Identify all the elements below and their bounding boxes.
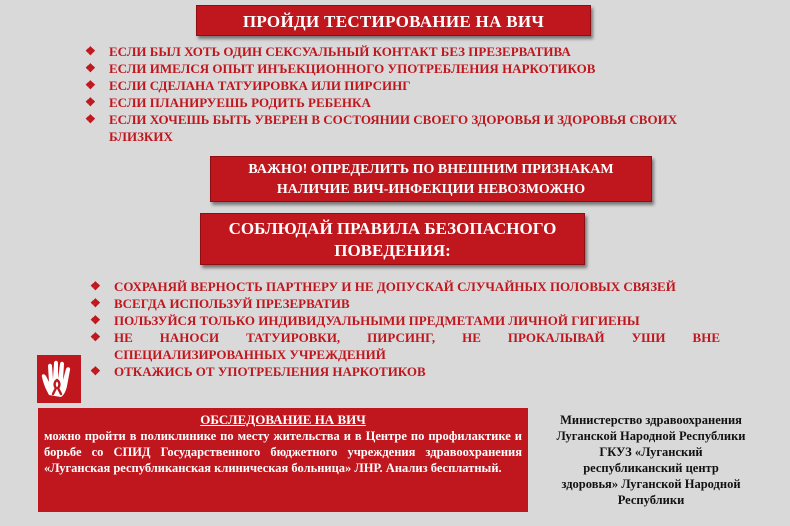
warning-banner: [210, 156, 652, 202]
warning-line-1: ВАЖНО! ОПРЕДЕЛИТЬ ПО ВНЕШНИМ ПРИЗНАКАМ: [248, 162, 614, 177]
diamond-bullet-icon: ❖: [90, 330, 101, 344]
rules-line-2: ПОВЕДЕНИЯ:: [334, 241, 451, 260]
exam-body: можно пройти в поликлинике по месту жительства и в Центре по профилактике и борьбе со СПИД Государственного бюджетного учреждения здравоохранения «Луганская республиканская клиническая больница» ЛНР. Анализ бесплатный.: [44, 429, 522, 475]
diamond-bullet-icon: ❖: [85, 44, 96, 58]
diamond-bullet-icon: ❖: [85, 95, 96, 109]
ministry-line-6: Республики: [617, 493, 685, 507]
list-item: ❖ НЕ НАНОСИ ТАТУИРОВКИ, ПИРСИНГ, НЕ ПРОКАЛЫВАЙ УШИ ВНЕ СПЕЦИАЛИЗИРОВАННЫХ УЧРЕЖДЕНИЙ: [90, 330, 720, 362]
hand-with-red-ribbon-icon: [37, 355, 81, 403]
rules-banner: [200, 213, 585, 265]
header-banner: [196, 5, 591, 36]
list-item: ❖ ВСЕГДА ИСПОЛЬЗУЙ ПРЕЗЕРВАТИВ: [90, 296, 350, 311]
exam-title: ОБСЛЕДОВАНИЕ НА ВИЧ: [200, 412, 366, 427]
diamond-bullet-icon: ❖: [85, 78, 96, 92]
list-item: ❖ ЕСЛИ СДЕЛАНА ТАТУИРОВКА ИЛИ ПИРСИНГ: [85, 78, 411, 93]
hand-svg: [37, 355, 81, 403]
ministry-line-3: ГКУЗ «Луганский: [599, 445, 703, 459]
header-title: ПРОЙДИ ТЕСТИРОВАНИЕ НА ВИЧ: [242, 12, 545, 31]
ministry-line-5: здоровья» Луганской Народной: [561, 477, 741, 491]
diamond-bullet-icon: ❖: [90, 364, 101, 378]
ministry-line-1: Министерство здравоохранения: [560, 413, 742, 427]
list-item: ❖ ЕСЛИ ИМЕЛСЯ ОПЫТ ИНЪЕКЦИОННОГО УПОТРЕБЛЕНИЯ НАРКОТИКОВ: [85, 61, 596, 76]
safety-rules-list: [90, 278, 720, 380]
list-item: ❖ ПОЛЬЗУЙСЯ ТОЛЬКО ИНДИВИДУАЛЬНЫМИ ПРЕДМЕТАМИ ЛИЧНОЙ ГИГИЕНЫ: [90, 313, 640, 328]
list-item: ❖ СОХРАНЯЙ ВЕРНОСТЬ ПАРТНЕРУ И НЕ ДОПУСКАЙ СЛУЧАЙНЫХ ПОЛОВЫХ СВЯЗЕЙ: [90, 279, 676, 294]
list-item: ❖ ЕСЛИ ХОЧЕШЬ БЫТЬ УВЕРЕН В СОСТОЯНИИ СВОЕГО ЗДОРОВЬЯ И ЗДОРОВЬЯ СВОИХ БЛИЗКИХ: [85, 112, 678, 144]
ministry-line-2: Луганской Народной Республики: [556, 429, 746, 443]
list-item: ❖ ЕСЛИ БЫЛ ХОТЬ ОДИН СЕКСУАЛЬНЫЙ КОНТАКТ БЕЗ ПРЕЗЕРВАТИВА: [85, 44, 571, 59]
rules-line-1: СОБЛЮДАЙ ПРАВИЛА БЕЗОПАСНОГО: [228, 219, 557, 238]
diamond-bullet-icon: ❖: [90, 296, 101, 310]
list-item: ❖ ЕСЛИ ПЛАНИРУЕШЬ РОДИТЬ РЕБЕНКА: [85, 95, 371, 110]
diamond-bullet-icon: ❖: [90, 279, 101, 293]
diamond-bullet-icon: ❖: [90, 313, 101, 327]
list-item: ❖ ОТКАЖИСЬ ОТ УПОТРЕБЛЕНИЯ НАРКОТИКОВ: [90, 364, 426, 379]
diamond-bullet-icon: ❖: [85, 61, 96, 75]
test-reasons-list: [85, 43, 705, 145]
exam-info-box: [38, 408, 528, 512]
ministry-line-4: республиканский центр: [583, 461, 719, 475]
ministry-credits: [536, 412, 766, 508]
warning-line-2: НАЛИЧИЕ ВИЧ-ИНФЕКЦИИ НЕВОЗМОЖНО: [276, 182, 586, 197]
diamond-bullet-icon: ❖: [85, 112, 96, 126]
